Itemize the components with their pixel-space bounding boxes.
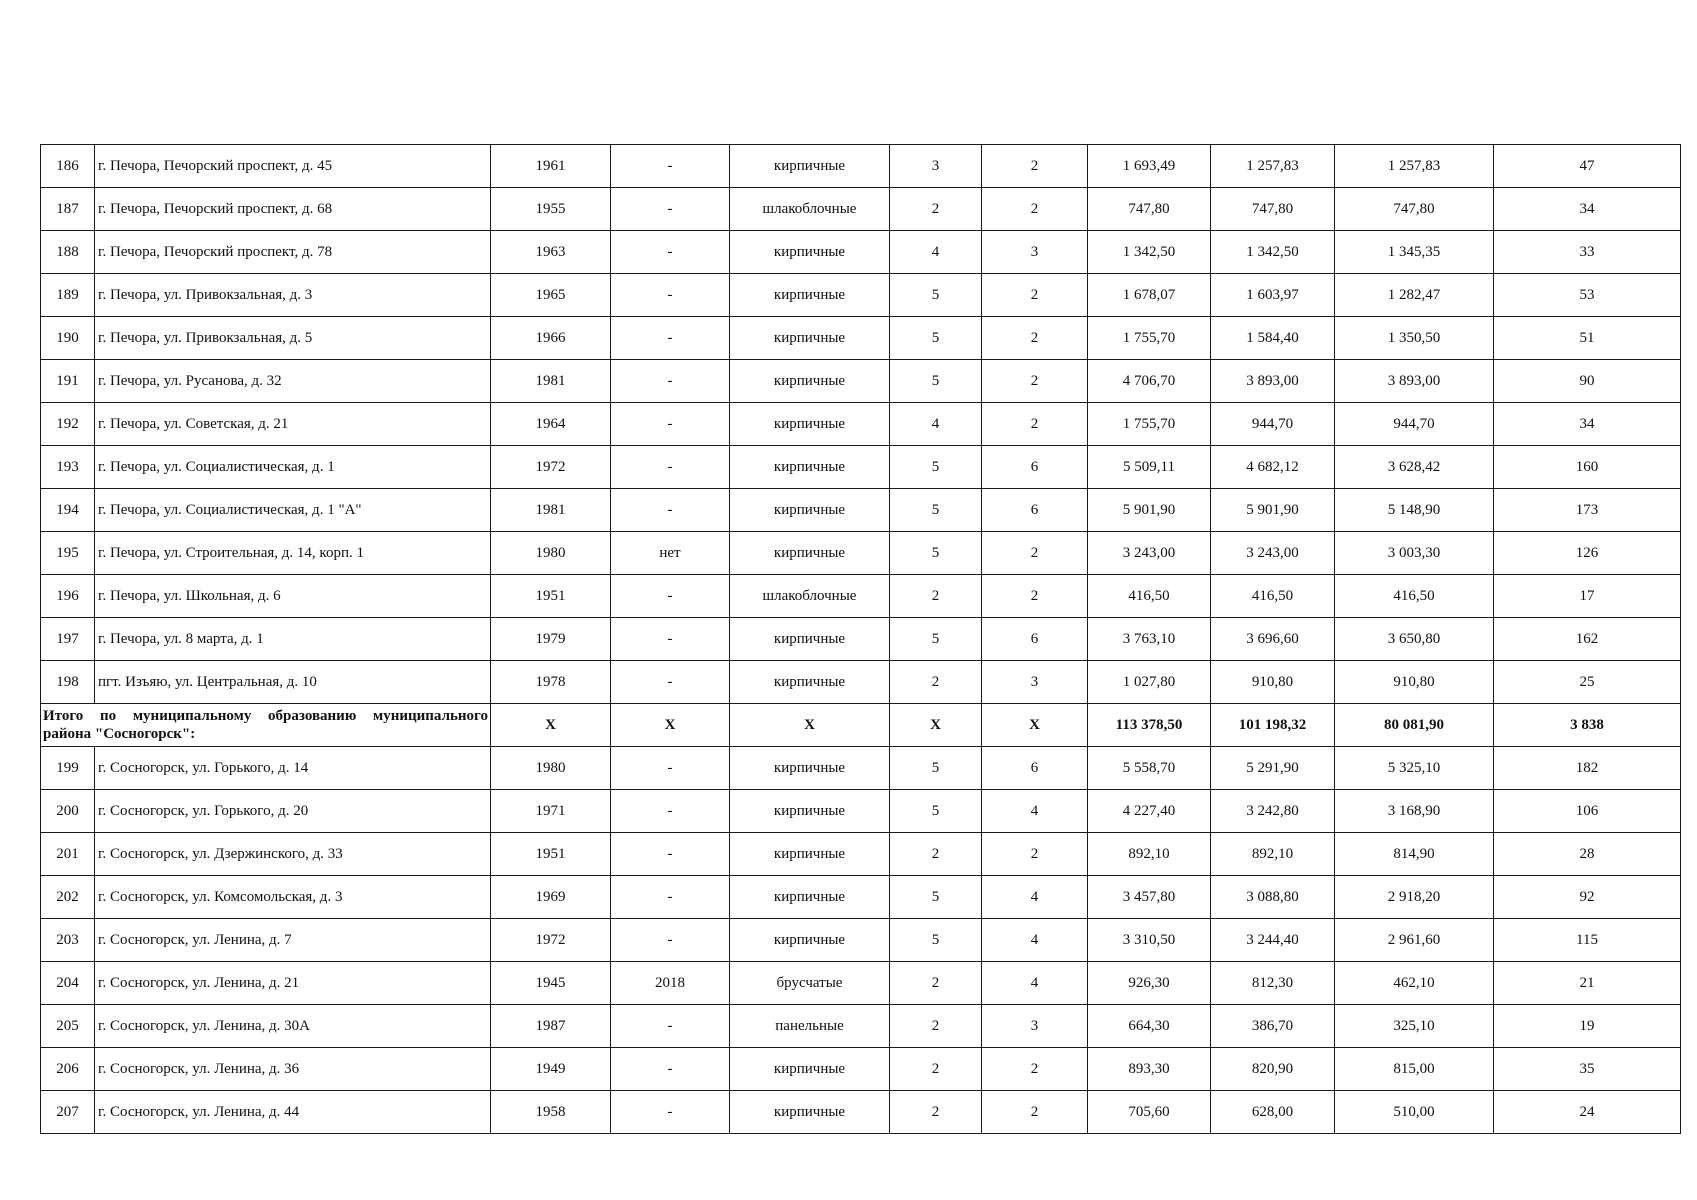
residential-area-cell: 5 148,90	[1335, 489, 1494, 532]
table-row	[41, 145, 1681, 188]
year-renovated-cell: -	[611, 317, 730, 360]
address-cell: г. Печора, ул. Социалистическая, д. 1	[95, 446, 491, 489]
residents-count-cell: 51	[1494, 317, 1681, 360]
wall-material-cell: кирпичные	[730, 317, 890, 360]
residential-area-cell: 3 003,30	[1335, 532, 1494, 575]
table-row	[41, 962, 1681, 1005]
living-area-cell: 1 584,40	[1211, 317, 1335, 360]
living-area-cell: 416,50	[1211, 575, 1335, 618]
row-number-cell: 200	[41, 790, 95, 833]
total-area-cell: 5 901,90	[1088, 489, 1211, 532]
address-cell: г. Печора, Печорский проспект, д. 78	[95, 231, 491, 274]
residents-count-cell: 34	[1494, 403, 1681, 446]
total-living-area-cell: 101 198,32	[1211, 704, 1335, 747]
floor-count-cell: 2	[890, 1005, 982, 1048]
address-cell: г. Печора, Печорский проспект, д. 45	[95, 145, 491, 188]
row-number-cell: 202	[41, 876, 95, 919]
row-number-cell: 197	[41, 618, 95, 661]
total-area-cell: 3 243,00	[1088, 532, 1211, 575]
address-cell: г. Печора, ул. Советская, д. 21	[95, 403, 491, 446]
year-renovated-cell: -	[611, 145, 730, 188]
year-renovated-cell: -	[611, 188, 730, 231]
entrance-count-cell: 3	[982, 661, 1088, 704]
total-area-cell: 664,30	[1088, 1005, 1211, 1048]
address-cell: г. Печора, ул. Строительная, д. 14, корп. 1	[95, 532, 491, 575]
year-built-cell: 1951	[491, 833, 611, 876]
residential-area-cell: 1 282,47	[1335, 274, 1494, 317]
living-area-cell: 1 257,83	[1211, 145, 1335, 188]
row-number-cell: 192	[41, 403, 95, 446]
total-area-cell: 892,10	[1088, 833, 1211, 876]
floor-count-cell: 2	[890, 1091, 982, 1134]
row-number-cell: 207	[41, 1091, 95, 1134]
row-number-cell: 193	[41, 446, 95, 489]
residential-area-cell: 1 257,83	[1335, 145, 1494, 188]
year-built-cell: 1972	[491, 446, 611, 489]
year-built-cell: 1972	[491, 919, 611, 962]
wall-material-cell: кирпичные	[730, 231, 890, 274]
living-area-cell: 4 682,12	[1211, 446, 1335, 489]
total-area-cell: 747,80	[1088, 188, 1211, 231]
year-built-cell: 1955	[491, 188, 611, 231]
row-number-cell: 206	[41, 1048, 95, 1091]
entrance-count-cell: 2	[982, 532, 1088, 575]
row-number-cell: 205	[41, 1005, 95, 1048]
total-area-cell: 1 342,50	[1088, 231, 1211, 274]
row-number-cell: 195	[41, 532, 95, 575]
entrance-count-cell: 6	[982, 489, 1088, 532]
wall-material-cell: шлакоблочные	[730, 188, 890, 231]
total-entrance-count-cell: X	[982, 704, 1088, 747]
table-row	[41, 317, 1681, 360]
year-built-cell: 1981	[491, 489, 611, 532]
address-cell: г. Печора, Печорский проспект, д. 68	[95, 188, 491, 231]
year-renovated-cell: -	[611, 919, 730, 962]
year-built-cell: 1979	[491, 618, 611, 661]
residential-area-cell: 815,00	[1335, 1048, 1494, 1091]
residential-area-cell: 1 350,50	[1335, 317, 1494, 360]
total-area-cell: 705,60	[1088, 1091, 1211, 1134]
year-renovated-cell: -	[611, 446, 730, 489]
entrance-count-cell: 2	[982, 575, 1088, 618]
wall-material-cell: кирпичные	[730, 876, 890, 919]
total-area-cell: 3 763,10	[1088, 618, 1211, 661]
entrance-count-cell: 4	[982, 919, 1088, 962]
residents-count-cell: 53	[1494, 274, 1681, 317]
row-number-cell: 204	[41, 962, 95, 1005]
row-number-cell: 201	[41, 833, 95, 876]
total-area-cell: 1 755,70	[1088, 403, 1211, 446]
residential-area-cell: 3 650,80	[1335, 618, 1494, 661]
floor-count-cell: 5	[890, 532, 982, 575]
year-renovated-cell: 2018	[611, 962, 730, 1005]
living-area-cell: 5 901,90	[1211, 489, 1335, 532]
entrance-count-cell: 2	[982, 145, 1088, 188]
floor-count-cell: 5	[890, 919, 982, 962]
row-number-cell: 187	[41, 188, 95, 231]
residents-count-cell: 33	[1494, 231, 1681, 274]
residential-area-cell: 944,70	[1335, 403, 1494, 446]
wall-material-cell: кирпичные	[730, 618, 890, 661]
residents-count-cell: 106	[1494, 790, 1681, 833]
floor-count-cell: 2	[890, 962, 982, 1005]
row-number-cell: 199	[41, 747, 95, 790]
address-cell: г. Сосногорск, ул. Горького, д. 14	[95, 747, 491, 790]
residents-count-cell: 21	[1494, 962, 1681, 1005]
year-renovated-cell: нет	[611, 532, 730, 575]
row-number-cell: 196	[41, 575, 95, 618]
living-area-cell: 3 242,80	[1211, 790, 1335, 833]
year-built-cell: 1980	[491, 747, 611, 790]
entrance-count-cell: 2	[982, 1091, 1088, 1134]
entrance-count-cell: 4	[982, 876, 1088, 919]
entrance-count-cell: 3	[982, 231, 1088, 274]
year-renovated-cell: -	[611, 360, 730, 403]
address-cell: г. Печора, ул. Привокзальная, д. 3	[95, 274, 491, 317]
year-renovated-cell: -	[611, 618, 730, 661]
entrance-count-cell: 2	[982, 360, 1088, 403]
residents-count-cell: 115	[1494, 919, 1681, 962]
row-number-cell: 198	[41, 661, 95, 704]
entrance-count-cell: 3	[982, 1005, 1088, 1048]
residential-area-cell: 510,00	[1335, 1091, 1494, 1134]
entrance-count-cell: 2	[982, 317, 1088, 360]
table-row	[41, 188, 1681, 231]
entrance-count-cell: 6	[982, 618, 1088, 661]
living-area-cell: 820,90	[1211, 1048, 1335, 1091]
wall-material-cell: шлакоблочные	[730, 575, 890, 618]
table-body	[41, 145, 1681, 1134]
living-area-cell: 3 893,00	[1211, 360, 1335, 403]
year-built-cell: 1964	[491, 403, 611, 446]
row-number-cell: 188	[41, 231, 95, 274]
total-area-cell: 4 706,70	[1088, 360, 1211, 403]
floor-count-cell: 2	[890, 188, 982, 231]
total-row	[41, 704, 1681, 747]
residents-count-cell: 47	[1494, 145, 1681, 188]
housing-registry-table	[40, 144, 1681, 1134]
total-year-renovated-cell: X	[611, 704, 730, 747]
floor-count-cell: 2	[890, 1048, 982, 1091]
total-area-cell: 3 310,50	[1088, 919, 1211, 962]
living-area-cell: 5 291,90	[1211, 747, 1335, 790]
wall-material-cell: кирпичные	[730, 1091, 890, 1134]
residents-count-cell: 173	[1494, 489, 1681, 532]
year-renovated-cell: -	[611, 1091, 730, 1134]
residential-area-cell: 747,80	[1335, 188, 1494, 231]
living-area-cell: 1 342,50	[1211, 231, 1335, 274]
living-area-cell: 747,80	[1211, 188, 1335, 231]
entrance-count-cell: 2	[982, 403, 1088, 446]
entrance-count-cell: 2	[982, 188, 1088, 231]
total-area-cell: 1 027,80	[1088, 661, 1211, 704]
year-built-cell: 1987	[491, 1005, 611, 1048]
wall-material-cell: кирпичные	[730, 446, 890, 489]
address-cell: г. Сосногорск, ул. Ленина, д. 44	[95, 1091, 491, 1134]
residents-count-cell: 28	[1494, 833, 1681, 876]
residential-area-cell: 416,50	[1335, 575, 1494, 618]
floor-count-cell: 5	[890, 876, 982, 919]
address-cell: г. Сосногорск, ул. Комсомольская, д. 3	[95, 876, 491, 919]
table-row	[41, 446, 1681, 489]
address-cell: г. Сосногорск, ул. Горького, д. 20	[95, 790, 491, 833]
wall-material-cell: кирпичные	[730, 274, 890, 317]
table-row	[41, 1091, 1681, 1134]
year-built-cell: 1981	[491, 360, 611, 403]
residents-count-cell: 92	[1494, 876, 1681, 919]
address-cell: г. Печора, ул. Школьная, д. 6	[95, 575, 491, 618]
residents-count-cell: 126	[1494, 532, 1681, 575]
entrance-count-cell: 4	[982, 790, 1088, 833]
wall-material-cell: кирпичные	[730, 403, 890, 446]
wall-material-cell: кирпичные	[730, 661, 890, 704]
floor-count-cell: 4	[890, 231, 982, 274]
row-number-cell: 194	[41, 489, 95, 532]
living-area-cell: 910,80	[1211, 661, 1335, 704]
table-row	[41, 274, 1681, 317]
total-area-cell: 1 693,49	[1088, 145, 1211, 188]
residents-count-cell: 24	[1494, 1091, 1681, 1134]
floor-count-cell: 5	[890, 446, 982, 489]
living-area-cell: 628,00	[1211, 1091, 1335, 1134]
total-area-cell: 5 558,70	[1088, 747, 1211, 790]
living-area-cell: 1 603,97	[1211, 274, 1335, 317]
address-cell: г. Сосногорск, ул. Ленина, д. 30А	[95, 1005, 491, 1048]
table-row	[41, 360, 1681, 403]
floor-count-cell: 5	[890, 489, 982, 532]
row-number-cell: 186	[41, 145, 95, 188]
residents-count-cell: 162	[1494, 618, 1681, 661]
address-cell: г. Сосногорск, ул. Ленина, д. 21	[95, 962, 491, 1005]
living-area-cell: 812,30	[1211, 962, 1335, 1005]
residential-area-cell: 3 628,42	[1335, 446, 1494, 489]
year-renovated-cell: -	[611, 833, 730, 876]
floor-count-cell: 5	[890, 790, 982, 833]
total-total-area-cell: 113 378,50	[1088, 704, 1211, 747]
residents-count-cell: 25	[1494, 661, 1681, 704]
address-cell: г. Сосногорск, ул. Дзержинского, д. 33	[95, 833, 491, 876]
year-renovated-cell: -	[611, 747, 730, 790]
row-number-cell: 189	[41, 274, 95, 317]
total-area-cell: 926,30	[1088, 962, 1211, 1005]
residents-count-cell: 35	[1494, 1048, 1681, 1091]
entrance-count-cell: 6	[982, 446, 1088, 489]
floor-count-cell: 4	[890, 403, 982, 446]
total-residential-area-cell: 80 081,90	[1335, 704, 1494, 747]
wall-material-cell: кирпичные	[730, 833, 890, 876]
table-row	[41, 231, 1681, 274]
total-year-built-cell: X	[491, 704, 611, 747]
wall-material-cell: кирпичные	[730, 747, 890, 790]
floor-count-cell: 5	[890, 317, 982, 360]
table-row	[41, 618, 1681, 661]
wall-material-cell: кирпичные	[730, 919, 890, 962]
table-row	[41, 747, 1681, 790]
total-area-cell: 1 678,07	[1088, 274, 1211, 317]
residential-area-cell: 325,10	[1335, 1005, 1494, 1048]
table-row	[41, 661, 1681, 704]
living-area-cell: 3 696,60	[1211, 618, 1335, 661]
wall-material-cell: панельные	[730, 1005, 890, 1048]
entrance-count-cell: 2	[982, 1048, 1088, 1091]
residents-count-cell: 19	[1494, 1005, 1681, 1048]
year-built-cell: 1978	[491, 661, 611, 704]
year-renovated-cell: -	[611, 1005, 730, 1048]
floor-count-cell: 5	[890, 618, 982, 661]
address-cell: г. Печора, ул. 8 марта, д. 1	[95, 618, 491, 661]
year-built-cell: 1949	[491, 1048, 611, 1091]
living-area-cell: 386,70	[1211, 1005, 1335, 1048]
entrance-count-cell: 4	[982, 962, 1088, 1005]
residential-area-cell: 2 961,60	[1335, 919, 1494, 962]
floor-count-cell: 2	[890, 833, 982, 876]
year-renovated-cell: -	[611, 274, 730, 317]
residents-count-cell: 17	[1494, 575, 1681, 618]
year-renovated-cell: -	[611, 231, 730, 274]
living-area-cell: 3 244,40	[1211, 919, 1335, 962]
living-area-cell: 892,10	[1211, 833, 1335, 876]
floor-count-cell: 2	[890, 661, 982, 704]
address-cell: г. Сосногорск, ул. Ленина, д. 7	[95, 919, 491, 962]
address-cell: г. Сосногорск, ул. Ленина, д. 36	[95, 1048, 491, 1091]
year-renovated-cell: -	[611, 1048, 730, 1091]
wall-material-cell: кирпичные	[730, 1048, 890, 1091]
year-built-cell: 1971	[491, 790, 611, 833]
year-built-cell: 1969	[491, 876, 611, 919]
total-label-cell: Итого по муниципальному образованию муниципального района "Сосногорск":	[41, 704, 491, 747]
row-number-cell: 203	[41, 919, 95, 962]
table-row	[41, 575, 1681, 618]
address-cell: пгт. Изъяю, ул. Центральная, д. 10	[95, 661, 491, 704]
total-area-cell: 3 457,80	[1088, 876, 1211, 919]
floor-count-cell: 5	[890, 360, 982, 403]
floor-count-cell: 2	[890, 575, 982, 618]
year-built-cell: 1966	[491, 317, 611, 360]
floor-count-cell: 3	[890, 145, 982, 188]
table-row	[41, 790, 1681, 833]
table-row	[41, 919, 1681, 962]
row-number-cell: 191	[41, 360, 95, 403]
year-renovated-cell: -	[611, 403, 730, 446]
year-renovated-cell: -	[611, 790, 730, 833]
table-row	[41, 489, 1681, 532]
table-row	[41, 1048, 1681, 1091]
residents-count-cell: 182	[1494, 747, 1681, 790]
entrance-count-cell: 2	[982, 274, 1088, 317]
floor-count-cell: 5	[890, 274, 982, 317]
year-built-cell: 1965	[491, 274, 611, 317]
residential-area-cell: 1 345,35	[1335, 231, 1494, 274]
year-renovated-cell: -	[611, 876, 730, 919]
wall-material-cell: кирпичные	[730, 489, 890, 532]
wall-material-cell: кирпичные	[730, 790, 890, 833]
residential-area-cell: 5 325,10	[1335, 747, 1494, 790]
floor-count-cell: 5	[890, 747, 982, 790]
total-floor-count-cell: X	[890, 704, 982, 747]
year-built-cell: 1958	[491, 1091, 611, 1134]
year-built-cell: 1945	[491, 962, 611, 1005]
year-built-cell: 1963	[491, 231, 611, 274]
year-renovated-cell: -	[611, 661, 730, 704]
total-area-cell: 5 509,11	[1088, 446, 1211, 489]
year-built-cell: 1980	[491, 532, 611, 575]
residential-area-cell: 3 168,90	[1335, 790, 1494, 833]
year-renovated-cell: -	[611, 575, 730, 618]
entrance-count-cell: 6	[982, 747, 1088, 790]
total-area-cell: 4 227,40	[1088, 790, 1211, 833]
living-area-cell: 944,70	[1211, 403, 1335, 446]
row-number-cell: 190	[41, 317, 95, 360]
address-cell: г. Печора, ул. Русанова, д. 32	[95, 360, 491, 403]
total-area-cell: 416,50	[1088, 575, 1211, 618]
wall-material-cell: кирпичные	[730, 145, 890, 188]
residents-count-cell: 160	[1494, 446, 1681, 489]
total-area-cell: 1 755,70	[1088, 317, 1211, 360]
residents-count-cell: 90	[1494, 360, 1681, 403]
residential-area-cell: 3 893,00	[1335, 360, 1494, 403]
table-row	[41, 532, 1681, 575]
address-cell: г. Печора, ул. Социалистическая, д. 1 "А"	[95, 489, 491, 532]
wall-material-cell: брусчатые	[730, 962, 890, 1005]
entrance-count-cell: 2	[982, 833, 1088, 876]
residents-count-cell: 34	[1494, 188, 1681, 231]
year-built-cell: 1961	[491, 145, 611, 188]
residential-area-cell: 2 918,20	[1335, 876, 1494, 919]
total-residents-count-cell: 3 838	[1494, 704, 1681, 747]
address-cell: г. Печора, ул. Привокзальная, д. 5	[95, 317, 491, 360]
total-wall-material-cell: X	[730, 704, 890, 747]
living-area-cell: 3 243,00	[1211, 532, 1335, 575]
table-row	[41, 876, 1681, 919]
table-row	[41, 833, 1681, 876]
year-built-cell: 1951	[491, 575, 611, 618]
table-row	[41, 403, 1681, 446]
year-renovated-cell: -	[611, 489, 730, 532]
residential-area-cell: 462,10	[1335, 962, 1494, 1005]
living-area-cell: 3 088,80	[1211, 876, 1335, 919]
residential-area-cell: 910,80	[1335, 661, 1494, 704]
wall-material-cell: кирпичные	[730, 532, 890, 575]
wall-material-cell: кирпичные	[730, 360, 890, 403]
total-area-cell: 893,30	[1088, 1048, 1211, 1091]
residential-area-cell: 814,90	[1335, 833, 1494, 876]
table-row	[41, 1005, 1681, 1048]
